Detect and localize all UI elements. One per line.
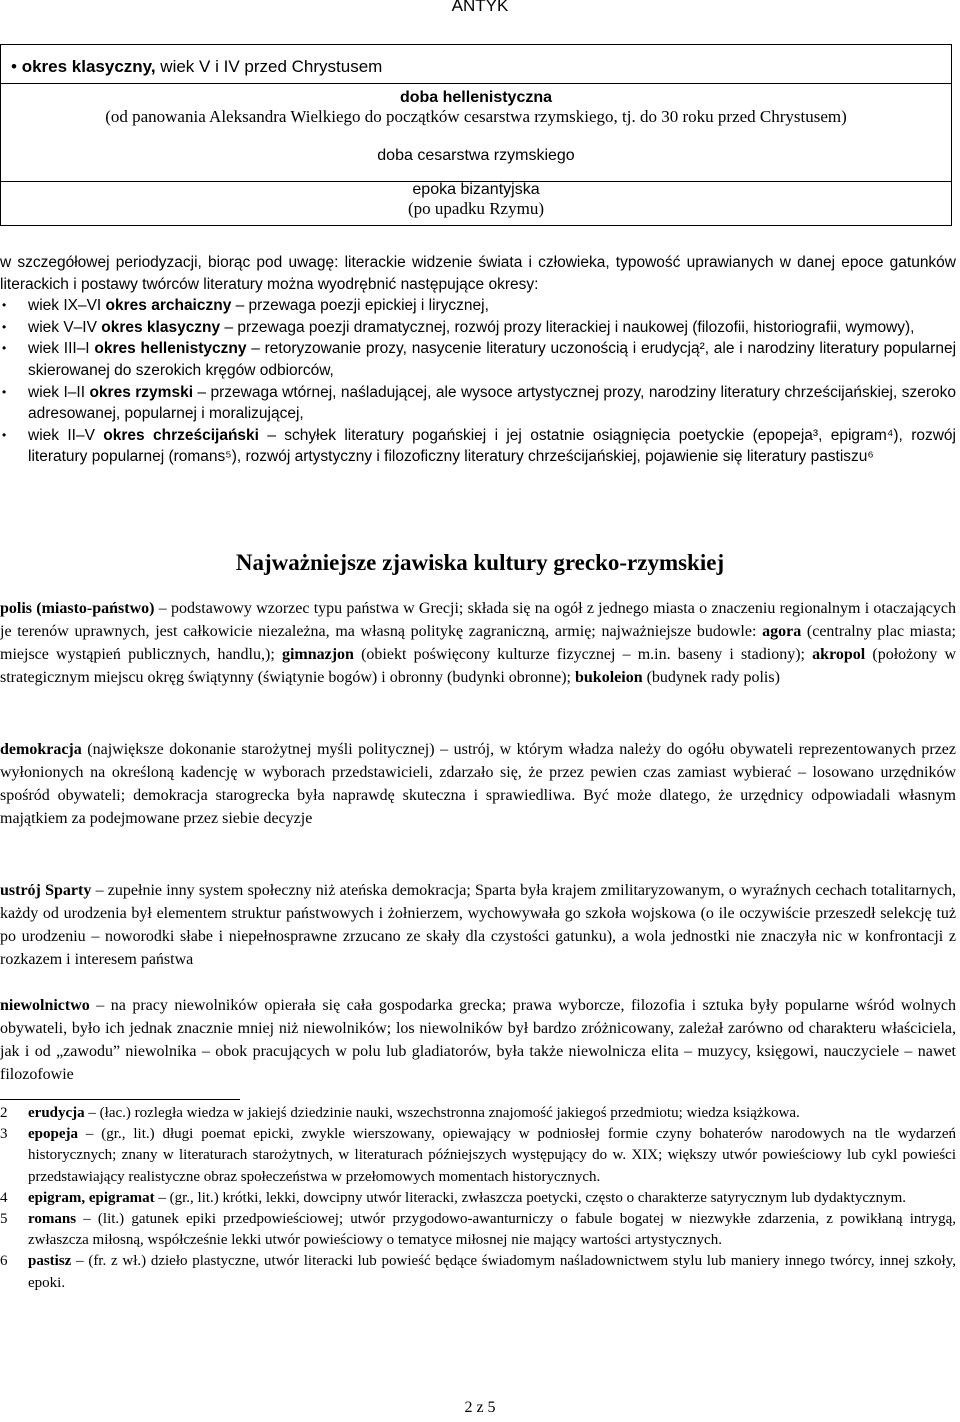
footnote-item	[0, 1209, 956, 1251]
term-demokracja: demokracja	[0, 741, 82, 758]
term-niewolnictwo: niewolnictwo	[0, 997, 90, 1014]
demokracja-paragraph	[0, 738, 956, 830]
era-span: wiek I–II	[28, 383, 90, 401]
footnote-text: – (gr., lit.) długi poemat epicki, zwykle wierszowany, opiewający w podniosłej formie czyny bohaterów narodowych na tle wydarzeń historycznych; znany w literaturach starożytnych, w literaturach późniejszych występujący do w. XIX; większy utwór powieściowy lub cykl powieści przedstawiający realistyczne obraz społeczeństwa w przełomowych momentach historycznych.	[28, 1126, 956, 1185]
term-agora: agora	[762, 623, 802, 640]
footnote-term: erudycja	[28, 1105, 85, 1121]
era-item	[0, 425, 956, 468]
demokracja-note: (największe dokonanie starożytnej myśli politycznej)	[81, 741, 435, 758]
era-desc: – schyłek literatury pogańskiej i jej ostatnie osiągnięcia poetyckie (epopeja³, epigram⁴), rozwój literatury popularnej (romans⁵), rozwój artystyczny i filozoficzny literatury chrześcijańskiej, pojawienie się literatury pastiszu⁶	[28, 426, 956, 466]
era-desc: – przewaga poezji epickiej i lirycznej,	[231, 297, 489, 315]
eras-intro: w szczegółowej periodyzacji, biorąc pod uwagę: literackie widzenie świata i człowieka, typowość uprawianych w danej epoce gatunków literackich i postawy twórców literatury można wyodrębnić następujące okresy:	[0, 254, 956, 293]
period-byzantine-title: epoka bizantyjska	[412, 181, 540, 198]
niewolnictwo-text: – na pracy niewolników opierała się cała gospodarka grecka; prawa wyborcze, filozofia i sztuka były popularne wśród wolnych obywateli, było ich jednak znacznie mniej niż niewolników; los niewolników był bardzo zróżnicowany, zależał zarówno od charakteru właściciela, jak i od „zawodu” niewolnika – obok pracujących w polu lub gladiatorów, była także niewolnicza elita – muzycy, księgowi, nauczyciele – nawet filozofowie	[0, 997, 956, 1083]
era-span: wiek IX–VI	[28, 297, 106, 315]
footnote-item	[0, 1188, 956, 1209]
term-polis: polis (miasto-państwo)	[0, 600, 155, 617]
polis-paragraph	[0, 597, 956, 689]
footnote-term: romans	[28, 1211, 77, 1228]
era-name: okres rzymski	[89, 383, 193, 401]
era-item	[0, 317, 956, 339]
bukoleion-text: (budynek rady polis)	[642, 669, 780, 686]
era-span: wiek III–I	[28, 340, 95, 358]
footnote-text: – (fr. z wł.) dzieło plastyczne, utwór literacki lub powieść będące świadomym naśladownictwem stylu lub maniery innego twórcy, innej szkoły, epoki.	[28, 1253, 956, 1291]
periods-box	[0, 44, 952, 226]
term-bukoleion: bukoleion	[575, 669, 643, 686]
era-desc: – retoryzowanie prozy, nasycenie literatury uczonością i erudycją², ale i narodziny literatury popularnej skierowanej do szerokich kręgów odbiorców,	[28, 340, 957, 379]
footnote-item	[0, 1103, 956, 1124]
term-gimnazjon: gimnazjon	[281, 646, 354, 663]
period-hellenistic-roman-row	[1, 85, 951, 182]
era-desc: – przewaga wtórnej, naśladującej, ale wysoce artystycznej prozy, narodziny literatury chrześcijańskiej, szeroko adresowanej, popularnej i moralizującej,	[28, 383, 956, 423]
period-hellenistic	[1, 89, 951, 127]
footnote-term: pastisz	[28, 1253, 72, 1270]
period-classic-label: okres klasyczny,	[21, 57, 156, 76]
page-header: ANTYK	[451, 0, 509, 15]
polis-text: – podstawowy wzorzec typu państwa w Grecji; składa się na ogół z jednego miasta o znaczeniu regionalnym i otaczających je terenów uprawnych, jest całkowicie niezależna, ma własną politykę zagraniczną, armię; najważniejsze budowle:	[0, 600, 956, 640]
akropol-text: (położony w strategicznym miejscu okręg świątynny (świątynie bogów) i obronny (budynki obronne);	[0, 646, 956, 686]
era-span: wiek V–IV	[28, 318, 102, 336]
gimnazjon-text: (obiekt poświęcony kulturze fizycznej – m.in. baseny i stadiony);	[353, 646, 813, 663]
era-item	[0, 295, 956, 317]
period-roman	[1, 147, 951, 165]
period-hellenistic-subtitle: (od panowania Aleksandra Wielkiego do początków cesarstwa rzymskiego, tj. do 30 roku przed Chrystusem)	[105, 107, 847, 126]
term-akropol: akropol	[812, 646, 866, 663]
page-number: 2 z 5	[464, 1399, 496, 1416]
footnote-text: – (lit.) gatunek epiki przedpowieściowej; utwór przygodowo-awanturniczy o fabule bogatej w niezwykłe zdarzenia, z powikłaną intrygą, zwłaszcza miłosną, współcześnie lekki utwór powieściowy o tematyce miłosnej nie mający wartości artystycznych.	[28, 1211, 956, 1249]
agora-text: (centralny plac miasta; miejsce wystąpień publicznych, handlu,);	[0, 623, 956, 663]
footnote-term: epigram, epigramat	[28, 1189, 155, 1206]
period-hellenistic-title: doba hellenistyczna	[399, 89, 553, 106]
period-byzantine	[1, 183, 951, 225]
era-name: okres chrześcijański	[103, 426, 259, 444]
footnotes	[0, 1103, 956, 1294]
footnote-text: – (łac.) rozległa wiedza w jakiejś dziedzinie nauki, wszechstronna znajomość jakiegoś przedmiotu; wiedza książkowa.	[84, 1105, 800, 1121]
era-name: okres archaiczny	[105, 297, 232, 315]
eras-section	[0, 252, 956, 468]
era-desc: – przewaga poezji dramatycznej, rozwój prozy literackiej i naukowej (filozofii, historiografii, wymowy),	[220, 318, 915, 336]
era-name: okres hellenistyczny	[94, 340, 247, 358]
footnote-text: – (gr., lit.) krótki, lekki, dowcipny utwór literacki, zwłaszcza poetycki, często o charakterze satyrycznym lub dydaktycznym.	[154, 1189, 907, 1206]
footnote-number: 2	[0, 1105, 8, 1121]
footnote-number: 3	[0, 1126, 8, 1143]
demokracja-text: – ustrój, w którym władza należy do ogółu obywateli reprezentowanych przez wyłonionych na określoną kadencję w wyborach przedstawicieli, zdarzało się, że przez pewien czas zamiast wybierać – losowano urzędników spośród obywateli; demokracja starogrecka była naprawdę skuteczna i sprawiedliwa. Być może dlatego, że urzędnicy odpowiadali własnym majątkiem za podejmowane przez siebie decyzje	[0, 741, 956, 827]
era-item	[0, 338, 956, 381]
period-classic-text: wiek V i IV przed Chrystusem	[155, 57, 383, 76]
footnote-number: 6	[0, 1253, 8, 1270]
era-item	[0, 382, 956, 425]
sparta-text: – zupełnie inny system społeczny niż ateńska demokracja; Sparta była krajem zmilitaryzowanym, o wyraźnych cechach totalitarnych, każdy od urodzenia był elementem struktur państwowych i żołnierzem, wychowywała go szkoła wojskowa (o ile oczywiście przeszedł selekcję tuż po urodzeniu – noworodki słabe i niepełnosprawne zrzucano ze skały dla czystości gatunku), a wola jednostki nie znaczyła nic w konfrontacji z rozkazem i interesem państwa	[0, 882, 957, 968]
niewolnictwo-paragraph	[0, 994, 956, 1086]
term-sparta: ustrój Sparty	[0, 882, 92, 899]
section-heading: Najważniejsze zjawiska kultury grecko-rzymskiej	[235, 550, 725, 575]
sparta-paragraph	[0, 879, 956, 971]
period-roman-title: doba cesarstwa rzymskiego	[377, 147, 575, 164]
period-byzantine-subtitle: (po upadku Rzymu)	[408, 199, 544, 218]
era-name: okres klasyczny	[101, 318, 221, 336]
period-classic-row	[1, 53, 951, 84]
footnote-term: epopeja	[28, 1126, 78, 1143]
era-span: wiek II–V	[28, 426, 104, 444]
bullet-dot: •	[11, 57, 22, 76]
footnote-item	[0, 1124, 956, 1188]
footnote-item	[0, 1251, 956, 1293]
footnote-number: 5	[0, 1211, 8, 1228]
footnote-number: 4	[0, 1189, 8, 1206]
footnote-divider	[0, 1099, 240, 1100]
